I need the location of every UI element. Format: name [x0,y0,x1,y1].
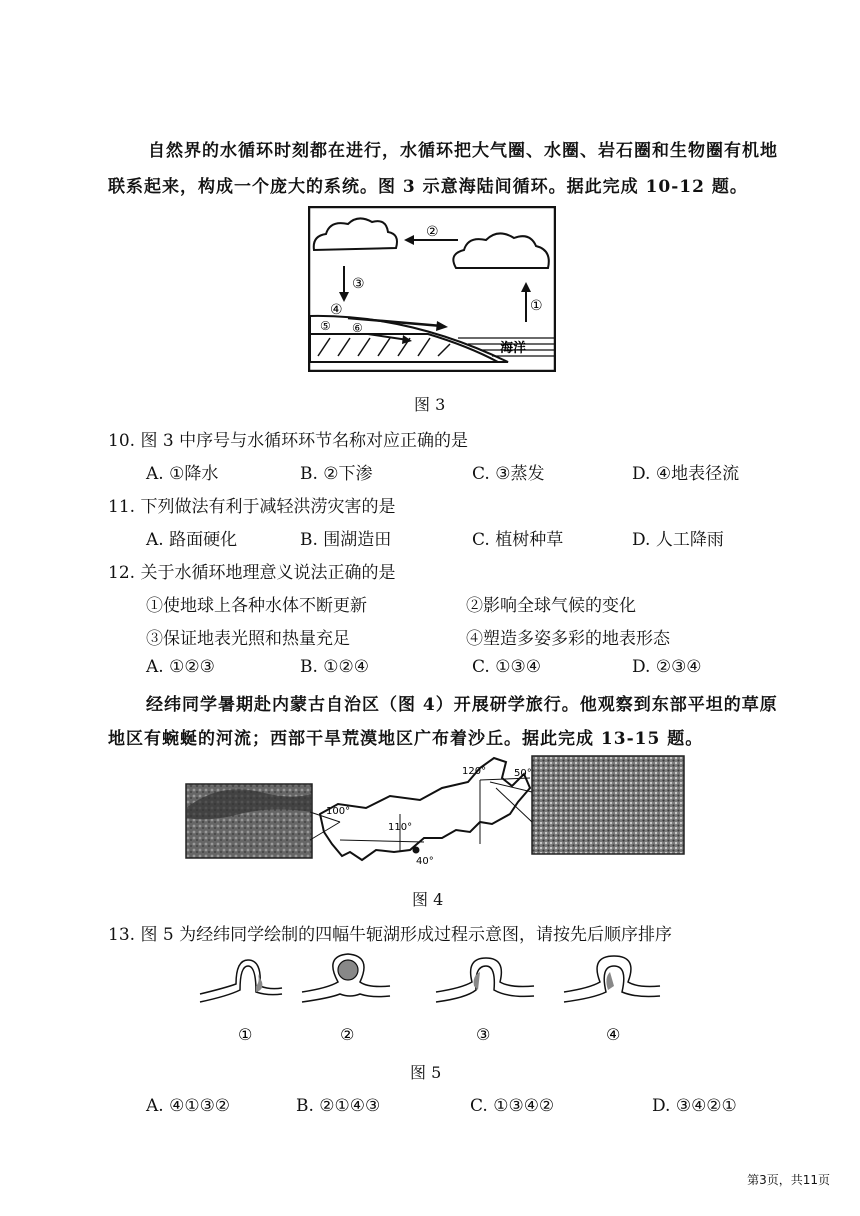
intro-paragraph-1-line-2: 联系起来，构成一个庞大的系统。图 3 示意海陆间循环。据此完成 10-12 题。 [108,177,748,197]
q13-option-a: A. ④①③② [146,1096,231,1116]
figure-4-caption: 图 4 [412,890,444,909]
intro-paragraph-1-line-1: 自然界的水循环时刻都在进行，水循环把大气圈、水圈、岩石圈和生物圈有机地 [148,141,778,161]
q11-option-a: A. 路面硬化 [146,530,238,550]
q11-option-d: D. 人工降雨 [632,530,724,550]
q12-option-d: D. ②③④ [632,657,702,677]
q10-option-a: A. ①降水 [146,464,219,484]
figure-4-inner-mongolia-map [180,752,690,872]
figure-5-caption: 图 5 [410,1063,442,1082]
oxbow-panel-4 [564,956,660,1044]
inner-mongolia-outline [320,758,530,860]
q12-option-b: B. ①②④ [300,657,370,677]
fig5-panel-4-label: ④ [606,1025,621,1044]
fig5-panel-2-label: ② [340,1025,355,1044]
q12-option-c: C. ①③④ [472,657,541,677]
fig3-label-6: ⑥ [352,321,363,335]
fig3-label-3: ③ [352,276,365,292]
q10-option-b: B. ②下渗 [300,464,373,484]
q13-option-b: B. ②①④③ [296,1096,381,1116]
fig5-panel-3-label: ③ [476,1025,491,1044]
question-12-stem: 12. 关于水循环地理意义说法正确的是 [108,563,396,583]
page-footer: 第3页，共11页 [747,1173,830,1187]
figure-3-caption: 图 3 [414,395,446,414]
fig3-label-4: ④ [330,302,343,318]
figure-5-oxbow-lake-panels [190,952,690,1052]
fig3-label-5: ⑤ [320,319,331,333]
question-11-stem: 11. 下列做法有利于减轻洪涝灾害的是 [108,497,396,517]
intro-paragraph-2-line-2: 地区有蜿蜒的河流；西部干旱荒漠地区广布着沙丘。据此完成 13-15 题。 [108,729,704,749]
q12-statement-4: ④塑造多姿多彩的地表形态 [466,629,670,649]
oxbow-panel-1 [200,960,282,1044]
intro-paragraph-2-line-1: 经纬同学暑期赴内蒙古自治区（图 4）开展研学旅行。他观察到东部平坦的草原 [146,695,778,715]
fig4-lat-50: 50° [514,768,532,779]
q11-option-c: C. 植树种草 [472,530,564,550]
q12-statement-1: ①使地球上各种水体不断更新 [146,596,367,616]
q10-option-c: C. ③蒸发 [472,464,545,484]
fig4-lon-120: 120° [462,766,487,777]
oxbow-panel-2 [302,954,390,1044]
q13-option-c: C. ①③④② [470,1096,555,1116]
fig4-lat-40: 40° [416,856,434,867]
q13-option-d: D. ③④②① [652,1096,737,1116]
q12-statement-2: ②影响全球气候的变化 [466,596,636,616]
fig3-sea-label: 海洋 [500,341,527,356]
fig5-panel-1-label: ① [238,1025,253,1044]
q10-option-d: D. ④地表径流 [632,464,740,484]
question-10-stem: 10. 图 3 中序号与水循环环节名称对应正确的是 [108,431,469,451]
photo-grassland-river [532,756,684,854]
q11-option-b: B. 围湖造田 [300,530,392,550]
figure-3-water-cycle-diagram [308,206,556,372]
fig3-label-1: ① [530,298,543,314]
q12-option-a: A. ①②③ [146,657,215,677]
oxbow-panel-3 [436,958,534,1044]
fig4-lon-100: 100° [326,806,351,817]
fig3-label-2: ② [426,224,439,240]
q12-statement-3: ③保证地表光照和热量充足 [146,629,350,649]
question-13-stem: 13. 图 5 为经纬同学绘制的四幅牛轭湖形成过程示意图，请按先后顺序排序 [108,925,673,945]
fig4-lon-110: 110° [388,822,413,833]
